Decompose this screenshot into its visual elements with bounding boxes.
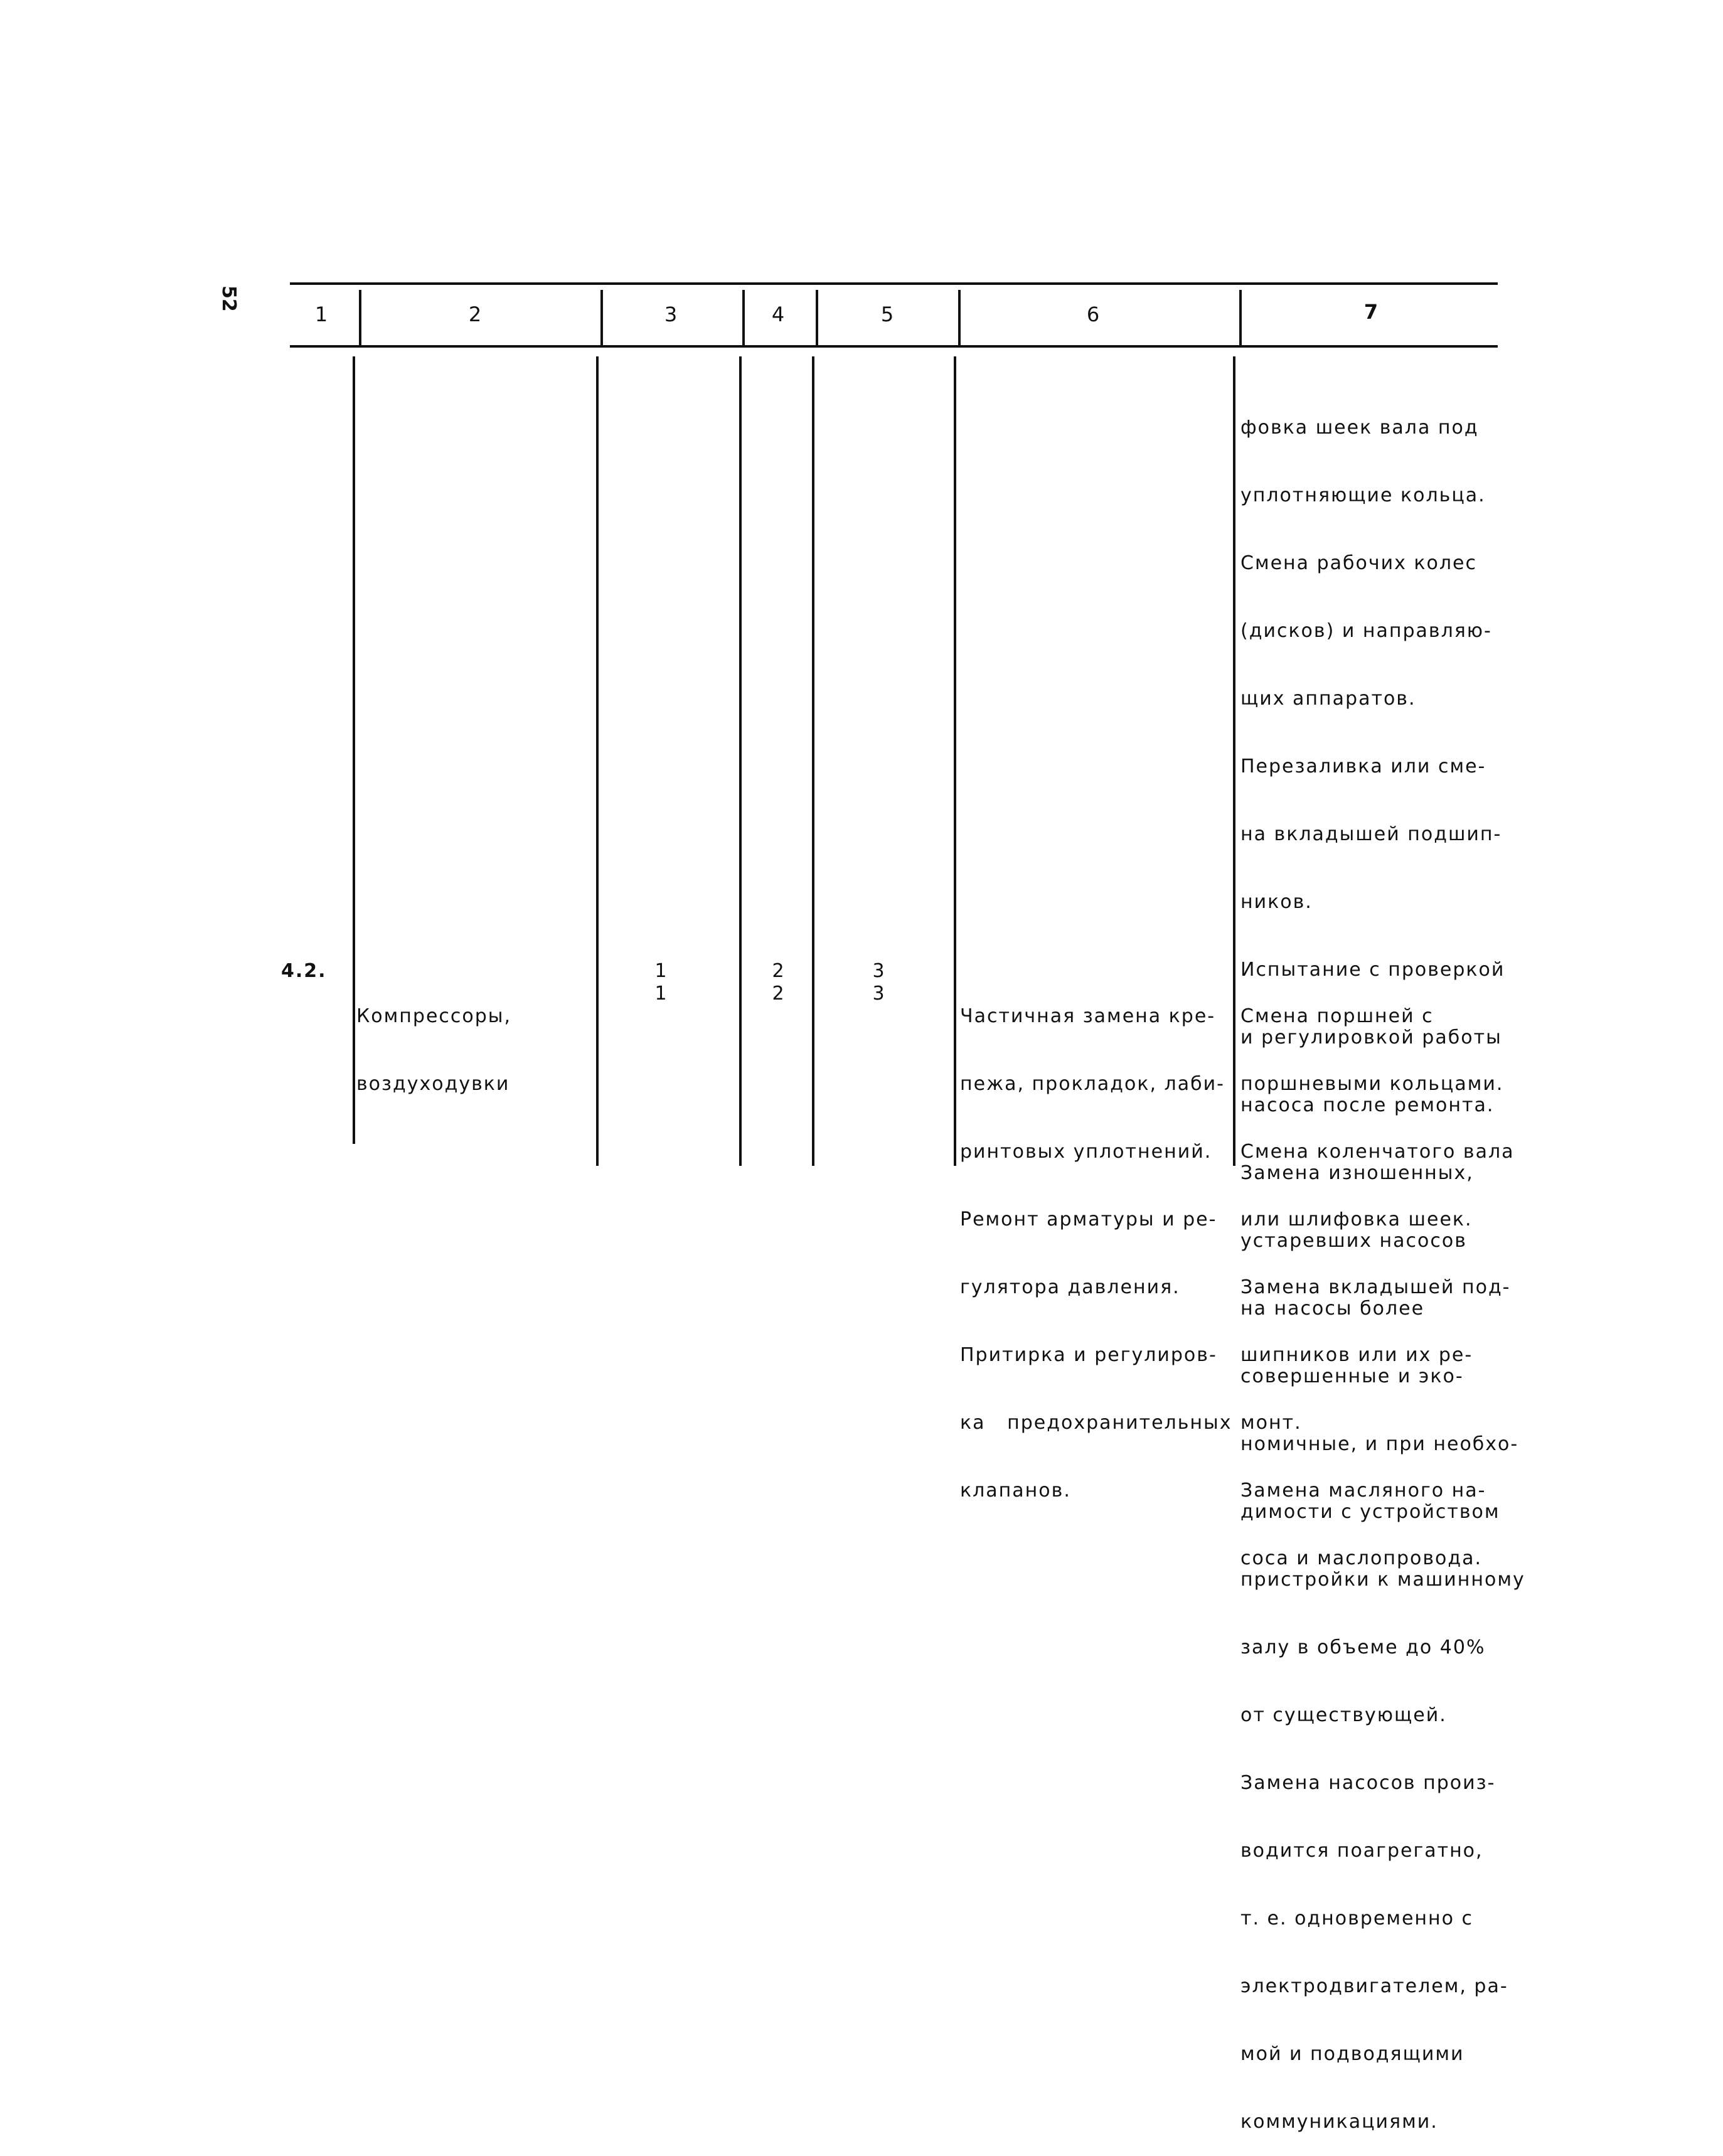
header-col-1: 1	[314, 302, 328, 326]
header-divider	[359, 290, 361, 348]
text-line: монт.	[1240, 1412, 1302, 1434]
value: 3	[872, 983, 885, 1005]
header-col-5: 5	[880, 302, 894, 326]
header-divider	[816, 290, 818, 348]
header-col-4: 4	[771, 302, 785, 326]
text-line: устаревших насосов	[1240, 1230, 1467, 1252]
header-col-6: 6	[1086, 302, 1100, 326]
text-line: водится поагрегатно,	[1240, 1840, 1483, 1862]
text-line: Замена насосов произ-	[1240, 1772, 1496, 1794]
col4-value	[765, 960, 791, 1005]
text-line: мой и подводящими	[1240, 2043, 1464, 2065]
text-line: шипников или их ре-	[1240, 1344, 1473, 1366]
text-line: Замена изношенных,	[1240, 1162, 1474, 1184]
text-line: Притирка и регулиров-	[960, 1344, 1217, 1366]
text-line: уплотняющие кольца.	[1240, 484, 1486, 506]
header-col-2: 2	[468, 302, 482, 326]
text-line: Смена рабочих колес	[1240, 552, 1477, 574]
body-divider	[1233, 356, 1235, 1166]
value: 2	[772, 960, 784, 982]
text-line: соса и маслопровода.	[1240, 1547, 1483, 1569]
value: 1	[654, 983, 667, 1005]
body-divider	[596, 356, 599, 1166]
text-line: фовка шеек вала под	[1240, 417, 1479, 439]
text-line: (дисков) и направляю-	[1240, 620, 1492, 642]
value: 1	[654, 960, 667, 982]
text-line: Перезаливка или сме-	[1240, 755, 1486, 777]
text-line: Частичная замена кре-	[960, 1005, 1216, 1027]
col7-text	[1240, 960, 1515, 1593]
text-line: совершенные и эко-	[1240, 1365, 1464, 1387]
header-divider	[742, 290, 745, 348]
text-line: пежа, прокладок, лаби-	[960, 1073, 1225, 1095]
text-line: гулятора давления.	[960, 1276, 1180, 1298]
col6-text	[960, 960, 1232, 1525]
text-line: или шлифовка шеек.	[1240, 1209, 1473, 1230]
row-number: 4.2.	[281, 960, 327, 982]
text-line: Испытание с проверкой	[1240, 959, 1505, 981]
body-divider	[954, 356, 956, 1166]
text-line: на вкладышей подшип-	[1240, 823, 1502, 845]
body-divider	[353, 356, 355, 1144]
body-divider	[739, 356, 742, 1166]
text-line: номичные, и при необхо-	[1240, 1433, 1519, 1455]
text-line: ка предохранительных	[960, 1412, 1232, 1434]
value: 3	[872, 960, 885, 982]
text-line: от существующей.	[1240, 1704, 1447, 1726]
header-divider	[1239, 290, 1242, 348]
page-number: 52	[218, 286, 240, 312]
header-col-7: 7	[1363, 300, 1379, 324]
table-top-rule	[290, 282, 1498, 285]
text-line: димости с устройством	[1240, 1501, 1500, 1523]
text-line: т. е. одновременно с	[1240, 1908, 1474, 1929]
col5-value	[866, 960, 891, 1005]
col3-value	[648, 960, 673, 1005]
text-line: Замена вкладышей под-	[1240, 1276, 1511, 1298]
text-line: электродвигателем, ра-	[1240, 1975, 1508, 1997]
text-line: Смена поршней с	[1240, 1005, 1434, 1027]
header-col-3: 3	[664, 302, 678, 326]
text-line: насоса после ремонта.	[1240, 1094, 1495, 1116]
text-line: коммуникациями.	[1240, 2111, 1438, 2133]
text-line: щих аппаратов.	[1240, 688, 1416, 710]
text-line: пристройки к машинному	[1240, 1569, 1525, 1591]
header-bottom-rule	[290, 345, 1498, 348]
text-line: залу в объеме до 40%	[1240, 1636, 1486, 1658]
text-line: Ремонт арматуры и ре-	[960, 1209, 1217, 1230]
header-divider	[600, 290, 603, 348]
text-line: ников.	[1240, 891, 1313, 913]
text-line: клапанов.	[960, 1480, 1071, 1502]
text-line: Компрессоры,	[356, 1005, 512, 1027]
text-line: Замена масляного на-	[1240, 1480, 1486, 1502]
text-line: и регулировкой работы	[1240, 1027, 1502, 1049]
text-line: воздуходувки	[356, 1073, 510, 1095]
value: 2	[772, 983, 784, 1005]
header-divider	[958, 290, 961, 348]
text-line: ринтовых уплотнений.	[960, 1141, 1212, 1163]
body-divider	[812, 356, 814, 1166]
text-line: на насосы более	[1240, 1298, 1425, 1320]
equipment-name	[356, 960, 511, 1118]
text-line: поршневыми кольцами.	[1240, 1073, 1504, 1095]
text-line: Смена коленчатого вала	[1240, 1141, 1515, 1163]
